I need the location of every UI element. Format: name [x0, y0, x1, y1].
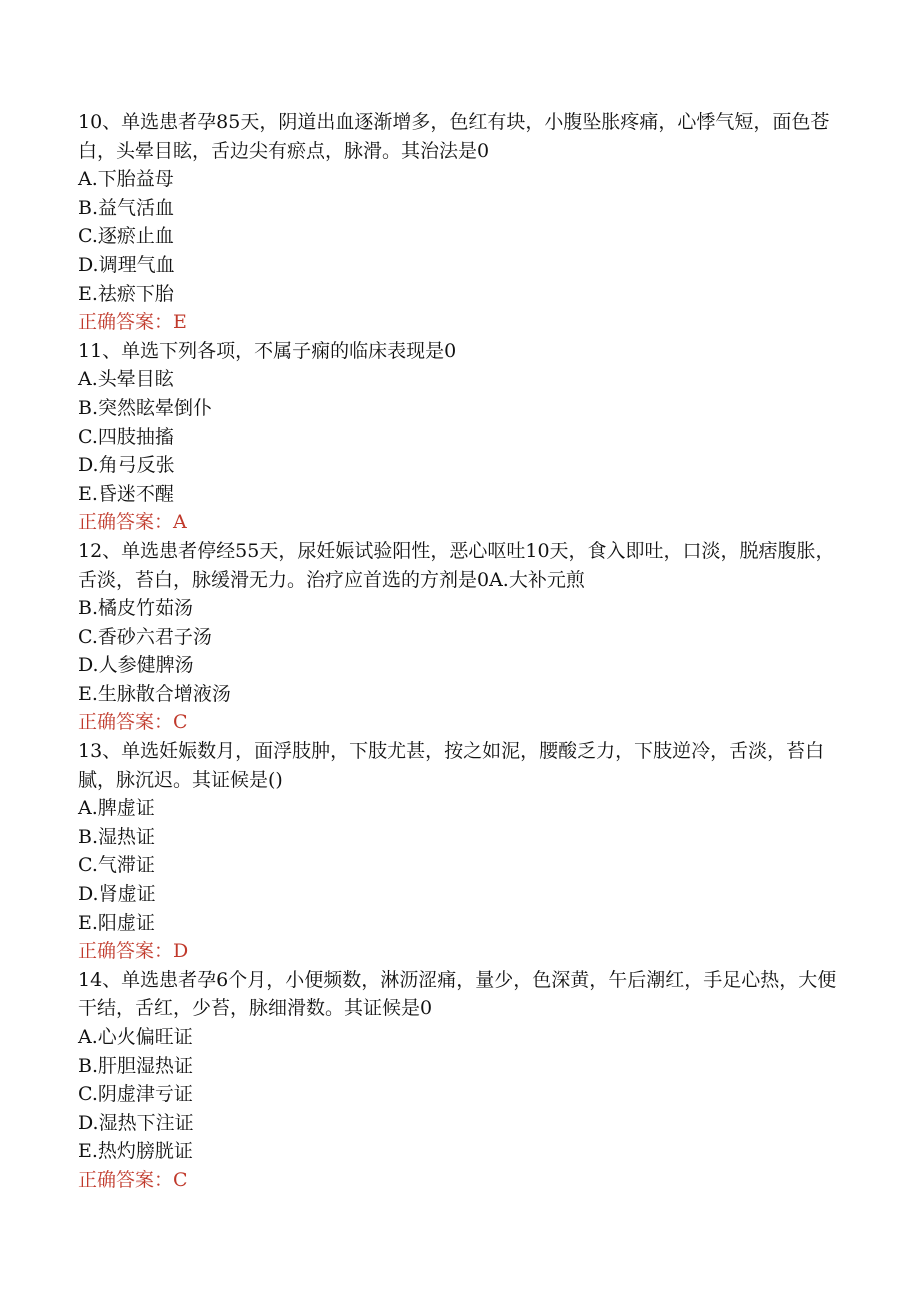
correct-answer: 正确答案：E [78, 311, 187, 334]
option-d: D.调理气血 [78, 253, 175, 276]
option-b: B.益气活血 [78, 196, 175, 219]
option-e: E.热灼膀胱证 [78, 1140, 193, 1163]
question-document [78, 108, 848, 1195]
option-a: A.脾虚证 [78, 797, 155, 820]
question-block [78, 737, 848, 966]
option-a: A.心火偏旺证 [78, 1026, 193, 1048]
option-a: A.头晕目眩 [78, 368, 174, 391]
correct-answer: 正确答案：C [78, 711, 188, 734]
option-e: E.阳虚证 [78, 911, 155, 934]
question-stem: 13、单选妊娠数月，面浮肢肿，下肢尤甚，按之如泥，腰酸乏力，下肢逆冷，舌淡，苔白腻，脉沉迟。其证候是() [78, 740, 825, 791]
option-d: D.角弓反张 [78, 454, 175, 477]
option-b: B.肝胆湿热证 [78, 1054, 194, 1077]
option-e: E.祛瘀下胎 [78, 282, 174, 305]
option-b: B.橘皮竹茹汤 [78, 597, 194, 620]
question-stem: 10、单选患者孕85天，阴道出血逐渐增多，色红有块，小腹坠胀疼痛，心悸气短，面色苍白，头晕目眩，舌边尖有瘀点，脉滑。其治法是0 [78, 111, 830, 162]
option-e: E.生脉散合增液汤 [78, 682, 231, 705]
question-block [78, 337, 848, 537]
option-c: C.阴虚津亏证 [78, 1083, 193, 1106]
option-c: C.气滞证 [78, 854, 155, 877]
question-block [78, 537, 848, 737]
question-block [78, 966, 848, 1195]
option-c: C.香砂六君子汤 [78, 625, 212, 648]
question-stem: 14、单选患者孕6个月，小便频数，淋沥涩痛，量少，色深黄，午后潮红，手足心热，大便干结，舌红，少苔，脉细滑数。其证候是0 [78, 968, 837, 1020]
option-d: D.人参健脾汤 [78, 654, 194, 677]
option-d: D.肾虚证 [78, 883, 156, 906]
option-b: B.突然眩晕倒仆 [78, 396, 213, 419]
question-stem: 12、单选患者停经55天，尿妊娠试验阳性，恶心呕吐10天，食入即吐，口淡，脱痞腹胀，舌淡，苔白，脉缓滑无力。治疗应首选的方剂是0A.大补元煎 [78, 539, 835, 591]
correct-answer: 正确答案：D [78, 940, 189, 963]
option-e: E.昏迷不醒 [78, 482, 174, 505]
correct-answer: 正确答案：C [78, 1168, 188, 1191]
correct-answer: 正确答案：A [78, 511, 187, 534]
option-d: D.湿热下注证 [78, 1111, 194, 1134]
option-a: A.下胎益母 [78, 168, 174, 191]
question-block [78, 108, 848, 337]
option-b: B.湿热证 [78, 825, 156, 848]
option-c: C.四肢抽搐 [78, 425, 174, 448]
option-c: C.逐瘀止血 [78, 225, 174, 248]
question-stem: 11、单选下列各项，不属子痫的临床表现是0 [78, 339, 457, 362]
